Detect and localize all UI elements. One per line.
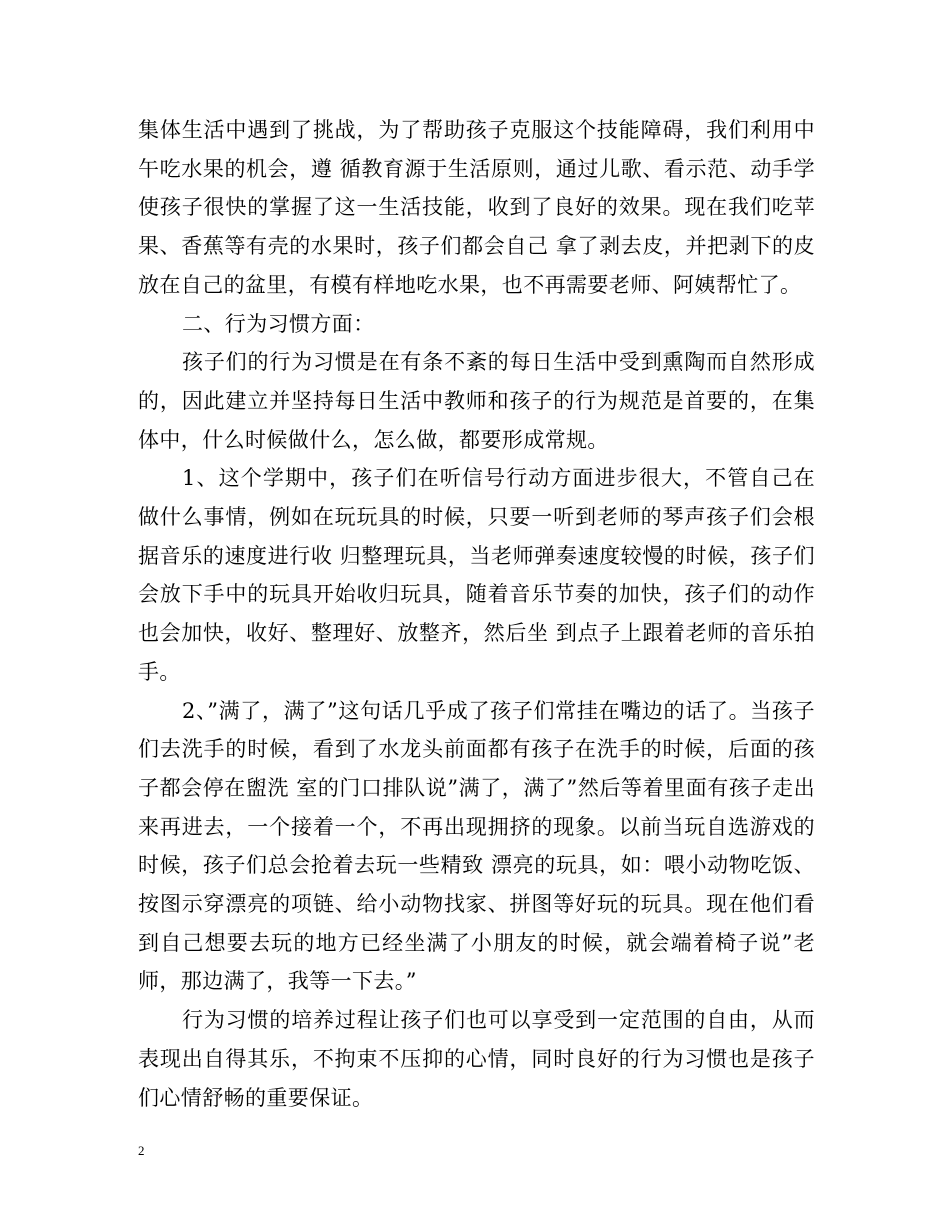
paragraph: 孩子们的行为习惯是在有条不紊的每日生活中受到熏陶而自然形成的，因此建立并坚持每日生活中教师和孩子的行为规范是首要的，在集体中，什么时候做什么，怎么做，都要形成常规。 — [138, 350, 815, 452]
section-heading: 二、行为习惯方面： — [182, 311, 375, 336]
paragraph: 1、这个学期中，孩子们在听信号行动方面进步很大，不管自己在做什么事情，例如在玩玩具的时候，只要一听到老师的琴声孩子们会根据音乐的速度进行收 归整理玩具，当老师弹奏速度较慢的时候，孩子们会放下手中的玩具开始收归玩具，随着音乐节奏的加快，孩子们的动作也会加快，收好、整理好、放整齐，然后坐 到点子上跟着老师的音乐拍手。 — [138, 466, 815, 684]
paragraph-continuation: 集体生活中遇到了挑战，为了帮助孩子克服这个技能障碍，我们利用中午吃水果的机会，遵 循教育源于生活原则，通过儿歌、看示范、动手学使孩子很快的掌握了这一生活技能，收到了良好的效果。现在我们吃苹果、香蕉等有壳的水果时，孩子们都会自己 拿了剥去皮，并把剥下的皮放在自己的盆里，有模有样地吃水果，也不再需要老师、阿姨帮忙了。 — [138, 118, 815, 297]
paragraph: 2、”满了，满了”这句话几乎成了孩子们常挂在嘴边的话了。当孩子们去洗手的时候，看到了水龙头前面都有孩子在洗手的时候，后面的孩子都会停在盥洗 室的门口排队说”满了，满了”然后等着里面有孩子走出来再进去，一个接着一个，不再出现拥挤的现象。以前当玩自选游戏的时候，孩子们总会抢着去玩一些精致 漂亮的玩具，如：喂小动物吃饭、按图示穿漂亮的项链、给小动物找家、拼图等好玩的玩具。现在他们看到自己想要去玩的地方已经坐满了小朋友的时候，就会端着椅子说”老师，那边满了，我等一下去。” — [138, 698, 815, 994]
page-number: 2 — [138, 1143, 145, 1158]
paragraph: 行为习惯的培养过程让孩子们也可以享受到一定范围的自由，从而表现出自得其乐，不拘束不压抑的心情，同时良好的行为习惯也是孩子们心情舒畅的重要保证。 — [138, 1008, 815, 1110]
document-body — [138, 111, 815, 1117]
